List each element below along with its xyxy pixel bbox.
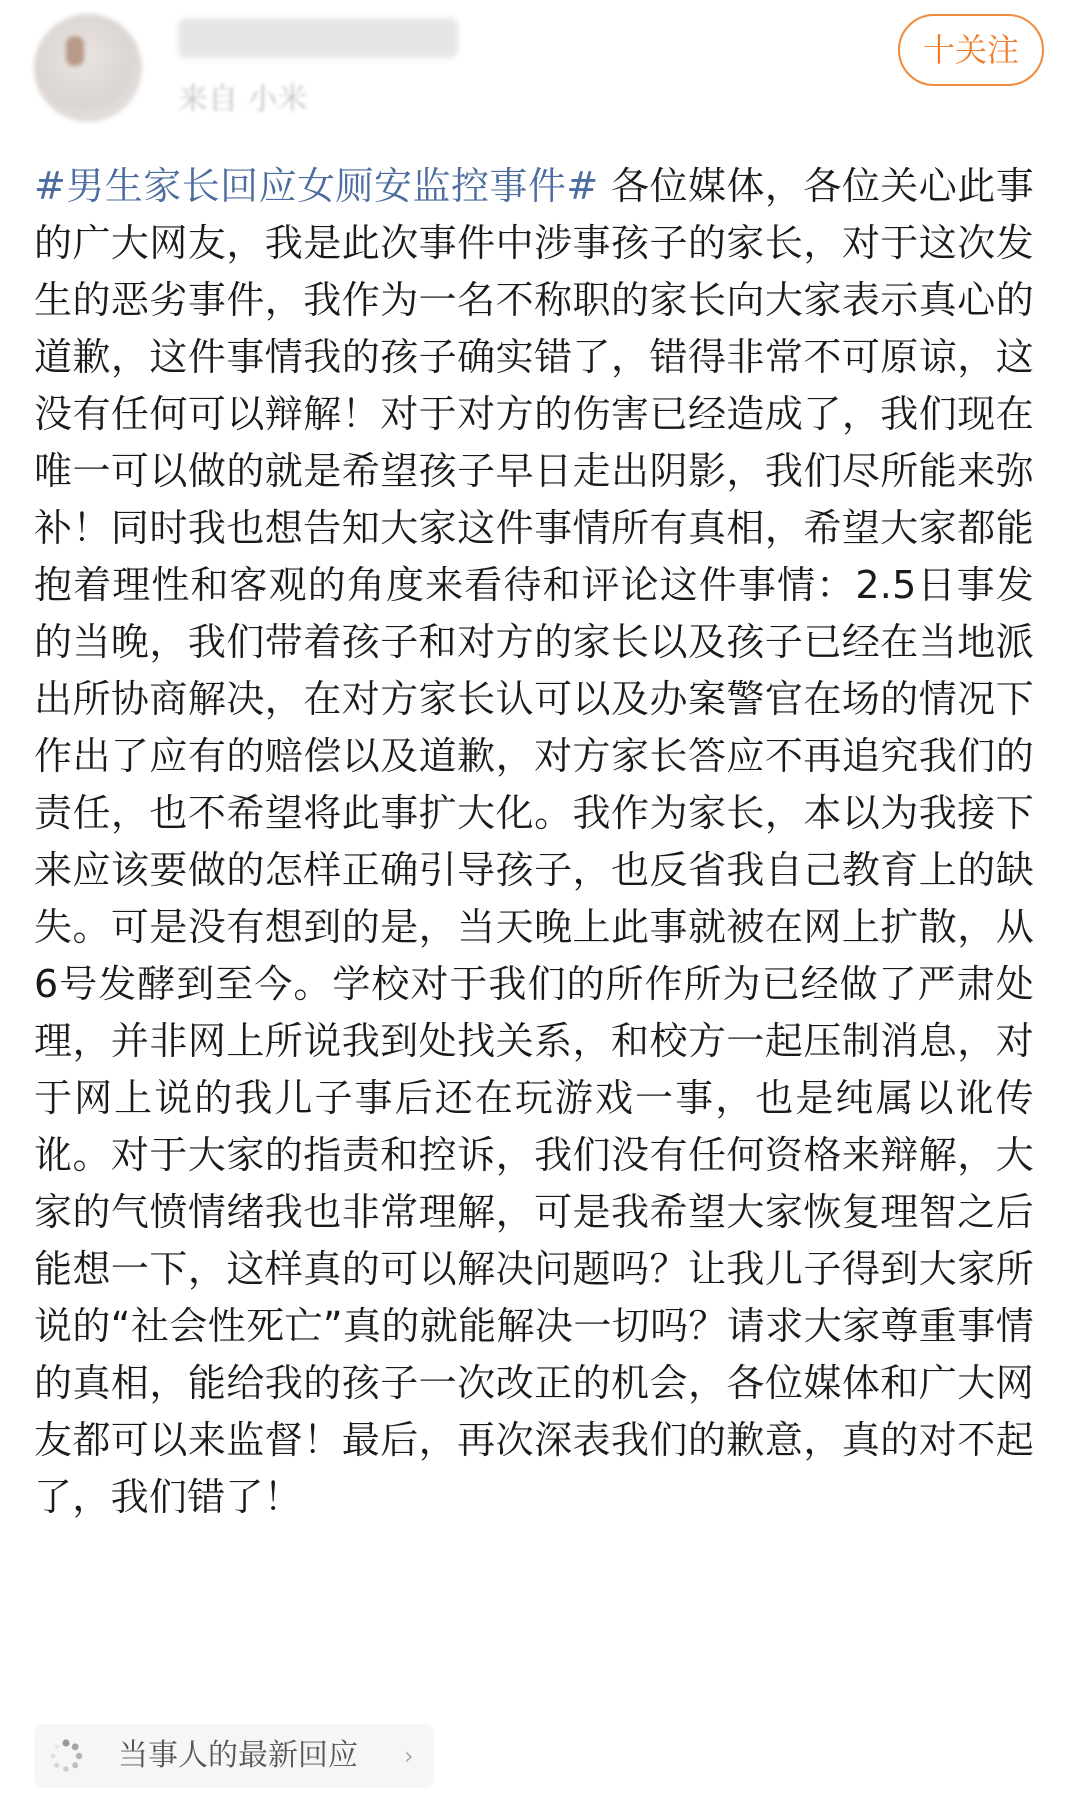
post-header — [0, 0, 1080, 140]
avatar-image-detail — [66, 36, 84, 66]
follow-button[interactable]: 十关注 — [898, 14, 1044, 86]
related-topic-link[interactable] — [34, 1724, 434, 1788]
post-body-text: 各位媒体，各位关心此事的广大网友，我是此次事件中涉事孩子的家长，对于这次发生的恶劣事件，我作为一名不称职的家长向大家表示真心的道歉，这件事情我的孩子确实错了，错得非常不可原谅，这没有任何可以辩解！对于对方的伤害已经造成了，我们现在唯一可以做的就是希望孩子早日走出阴影，我们尽所能来弥补！同时我也想告知大家这件事情所有真相，希望大家都能抱着理性和客观的角度来看待和评论这件事情：2.5日事发的当晚，我们带着孩子和对方的家长以及孩子已经在当地派出所协商解决，在对方家长认可以及办案警官在场的情况下作出了应有的赔偿以及道歉，对方家长答应不再追究我们的责任，也不希望将此事扩大化。我作为家长，本以为我接下来应该要做的怎样正确引导孩子，也反省我自己教育上的缺失。可是没有想到的是，当天晚上此事就被在网上扩散，从6号发酵到至今。学校对于我们的所作所为已经做了严肃处理，并非网上所说我到处找关系，和校方一起压制消息，对于网上说的我儿子事后还在玩游戏一事，也是纯属以讹传讹。对于大家的指责和控诉，我们没有任何资格来辩解，大家的气愤情绪我也非常理解，可是我希望大家恢复理智之后能想一下，这样真的可以解决问题吗？让我儿子得到大家所说的“社会性死亡”真的就能解决一切吗？请求大家尊重事情的真相，能给我的孩子一次改正的机会，各位媒体和广大网友都可以来监督！最后，再次深表我们的歉意，真的对不起了，我们错了！ — [34, 164, 1034, 1519]
username[interactable] — [178, 18, 458, 58]
chevron-right-icon: › — [404, 1742, 414, 1770]
post-content — [34, 158, 1034, 1526]
hashtag-link[interactable]: #男生家长回应女厕安监控事件# — [34, 164, 599, 208]
post-source: 来自 小米 — [178, 82, 308, 117]
loading-spinner-icon — [48, 1738, 84, 1774]
related-topic-label: 当事人的最新回应 — [118, 1738, 358, 1773]
user-avatar[interactable] — [34, 14, 142, 122]
